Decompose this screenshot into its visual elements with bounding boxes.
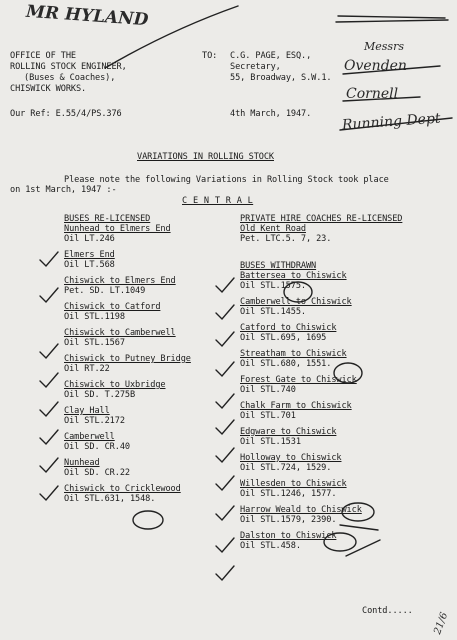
entry-route: Streatham to Chiswick — [240, 349, 347, 359]
entry-route: Chalk Farm to Chiswick — [240, 401, 352, 411]
entry-route: Old Kent Road — [240, 224, 306, 234]
pen-arrow — [340, 525, 378, 530]
strike-out-line — [343, 97, 420, 101]
entry-vehicles: Oil STL.631, 1548. — [64, 494, 156, 504]
handwritten-ovenden: Ovenden — [344, 58, 407, 74]
handwritten-cornell: Cornell — [346, 86, 399, 102]
tick-mark — [40, 402, 58, 416]
to-label: TO: — [202, 51, 218, 61]
tick-mark — [40, 373, 58, 387]
tick-mark — [216, 394, 234, 408]
entry-route: Camberwell to Chiswick — [240, 297, 352, 307]
handwritten-messrs: Messrs — [364, 40, 404, 53]
tick-mark — [216, 448, 234, 462]
entry-route: Camberwell — [64, 432, 115, 442]
entry-vehicles: Oil STL.1531 — [240, 437, 301, 447]
entry-vehicles: Oil STL.724, 1529. — [240, 463, 332, 473]
tick-mark — [216, 538, 234, 552]
entry-route: Edgware to Chiswick — [240, 427, 337, 437]
entry-route: Chiswick to Cricklewood — [64, 484, 181, 494]
tick-mark — [40, 288, 58, 302]
entry-vehicles: Pet. SD. LT.1049 — [64, 286, 146, 296]
tick-mark — [216, 332, 234, 346]
tick-mark — [40, 430, 58, 444]
entry-vehicles: Oil STL.695, 1695 — [240, 333, 327, 343]
entry-route: Chiswick to Camberwell — [64, 328, 176, 338]
entry-route: Nunhead — [64, 458, 100, 468]
entry-vehicles: Oil STL.2172 — [64, 416, 125, 426]
section-heading: C E N T R A L — [182, 196, 254, 206]
entry-vehicles: Oil STL.680, 1551. — [240, 359, 332, 369]
pen-circle — [324, 533, 356, 551]
tick-mark — [216, 476, 234, 490]
tick-mark — [40, 252, 58, 266]
right-column-heading: PRIVATE HIRE COACHES RE-LICENSED — [240, 214, 403, 224]
sender-line: (Buses & Coaches), — [24, 73, 116, 83]
intro-line-1: Please note the following Variations in Rolling Stock took place — [64, 175, 389, 185]
tick-mark — [216, 305, 234, 319]
entry-route: Battersea to Chiswick — [240, 271, 347, 281]
tick-mark — [216, 506, 234, 520]
tick-mark — [40, 458, 58, 472]
entry-vehicles: Oil STL.701 — [240, 411, 296, 421]
handwritten-slash-stroke — [105, 6, 238, 68]
withdrawn-heading: BUSES WITHDRAWN — [240, 261, 317, 271]
entry-vehicles: Oil RT.22 — [64, 364, 110, 374]
entry-route: Nunhead to Elmers End — [64, 224, 171, 234]
recipient-line: Secretary, — [230, 62, 281, 72]
sender-line: OFFICE OF THE — [10, 51, 76, 61]
entry-route: Dalston to Chiswick — [240, 531, 337, 541]
entry-vehicles: Oil SD. T.275B — [64, 390, 136, 400]
entry-vehicles: Pet. LTC.5. 7, 23. — [240, 234, 332, 244]
entry-route: Chiswick to Elmers End — [64, 276, 176, 286]
sender-line: CHISWICK WORKS. — [10, 84, 87, 94]
pen-circle — [284, 282, 312, 302]
tick-mark — [216, 420, 234, 434]
strike-out-line — [340, 118, 452, 130]
document-title: VARIATIONS IN ROLLING STOCK — [137, 152, 274, 162]
entry-route: Catford to Chiswick — [240, 323, 337, 333]
tick-mark — [40, 344, 58, 358]
entry-vehicles: Oil STL.1246, 1577. — [240, 489, 337, 499]
entry-route: Chiswick to Catford — [64, 302, 161, 312]
tick-mark — [40, 486, 58, 500]
strike-out-line — [336, 20, 448, 22]
handwritten-running-dept: Running Dept — [341, 110, 442, 134]
entry-route: Willesden to Chiswick — [240, 479, 347, 489]
entry-route: Chiswick to Uxbridge — [64, 380, 166, 390]
recipient-line: 55, Broadway, S.W.1. — [230, 73, 332, 83]
entry-vehicles: Oil STL.1567 — [64, 338, 125, 348]
intro-line-2: on 1st March, 1947 :- — [10, 185, 117, 195]
entry-vehicles: Oil STL.1575. — [240, 281, 306, 291]
tick-mark — [216, 278, 234, 292]
pen-circle — [342, 503, 374, 521]
pen-circle — [334, 363, 362, 383]
entry-vehicles: Oil STL.1198 — [64, 312, 125, 322]
entry-vehicles: Oil STL.1579, 2390. — [240, 515, 337, 525]
tick-mark — [216, 566, 234, 580]
entry-vehicles: Oil SD. CR.22 — [64, 468, 130, 478]
pen-circle — [133, 511, 163, 529]
left-column-heading: BUSES RE-LICENSED — [64, 214, 151, 224]
entry-route: Clay Hall — [64, 406, 110, 416]
entry-route: Elmers End — [64, 250, 115, 260]
entry-vehicles: Oil LT.568 — [64, 260, 115, 270]
continued-note: Contd..... — [362, 606, 413, 616]
letter-date: 4th March, 1947. — [230, 109, 312, 119]
handwritten-addressee: MR HYLAND — [25, 1, 150, 31]
entry-route: Holloway to Chiswick — [240, 453, 342, 463]
entry-vehicles: Oil LT.246 — [64, 234, 115, 244]
our-ref: Our Ref: E.55/4/PS.376 — [10, 109, 122, 119]
sender-line: ROLLING STOCK ENGINEER, — [10, 62, 127, 72]
strike-out-line — [338, 16, 445, 18]
entry-route: Harrow Weald to Chiswick — [240, 505, 362, 515]
entry-vehicles: Oil STL.740 — [240, 385, 296, 395]
entry-vehicles: Oil STL.458. — [240, 541, 301, 551]
handwritten-page-number: 21/6 — [432, 611, 451, 636]
tick-mark — [216, 362, 234, 376]
entry-vehicles: Oil SD. CR.40 — [64, 442, 130, 452]
strike-out-line — [343, 66, 440, 74]
entry-vehicles: Oil STL.1455. — [240, 307, 306, 317]
entry-route: Forest Gate to Chiswick — [240, 375, 357, 385]
recipient-line: C.G. PAGE, ESQ., — [230, 51, 312, 61]
entry-route: Chiswick to Putney Bridge — [64, 354, 191, 364]
